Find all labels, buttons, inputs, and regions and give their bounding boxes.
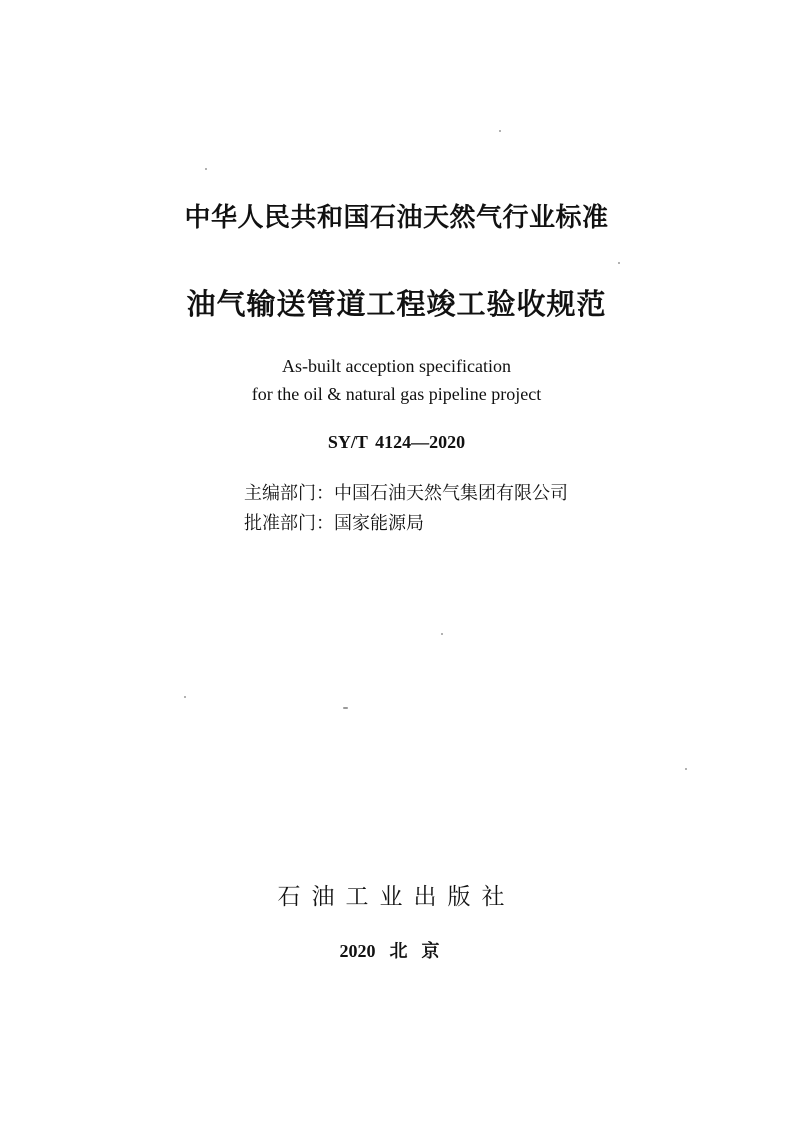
- scan-speck: [441, 633, 443, 635]
- approver-label: 批准部门: [244, 513, 316, 534]
- approver-value: 国家能源局: [334, 513, 424, 534]
- scan-speck: [184, 696, 186, 698]
- scan-speck: [499, 130, 501, 132]
- scan-speck: [343, 707, 348, 709]
- title-chinese: 油气输送管道工程竣工验收规范: [186, 287, 607, 321]
- title-english: [0, 352, 793, 408]
- editor-department: [244, 480, 568, 508]
- standard-type-heading: 中华人民共和国石油天然气行业标准: [184, 203, 609, 233]
- publisher-name: 石油工业出版社: [277, 884, 516, 910]
- editor-value: 中国石油天然气集团有限公司: [334, 483, 568, 504]
- scan-speck: [618, 262, 620, 264]
- approver-department: [244, 510, 424, 538]
- title-english-line-1: As-built acception specification: [282, 356, 511, 376]
- publication-city: 北京: [389, 941, 454, 962]
- editor-label: 主编部门: [244, 483, 316, 504]
- approver-colon: ：: [316, 513, 334, 534]
- editor-colon: ：: [316, 483, 334, 504]
- scan-speck: [205, 168, 207, 170]
- scan-speck: [685, 768, 687, 770]
- standard-number: SY/T 4124—2020: [327, 432, 466, 452]
- publication-line: [0, 936, 793, 967]
- publication-year: 2020: [339, 941, 376, 961]
- title-english-line-2: for the oil & natural gas pipeline project: [251, 384, 542, 404]
